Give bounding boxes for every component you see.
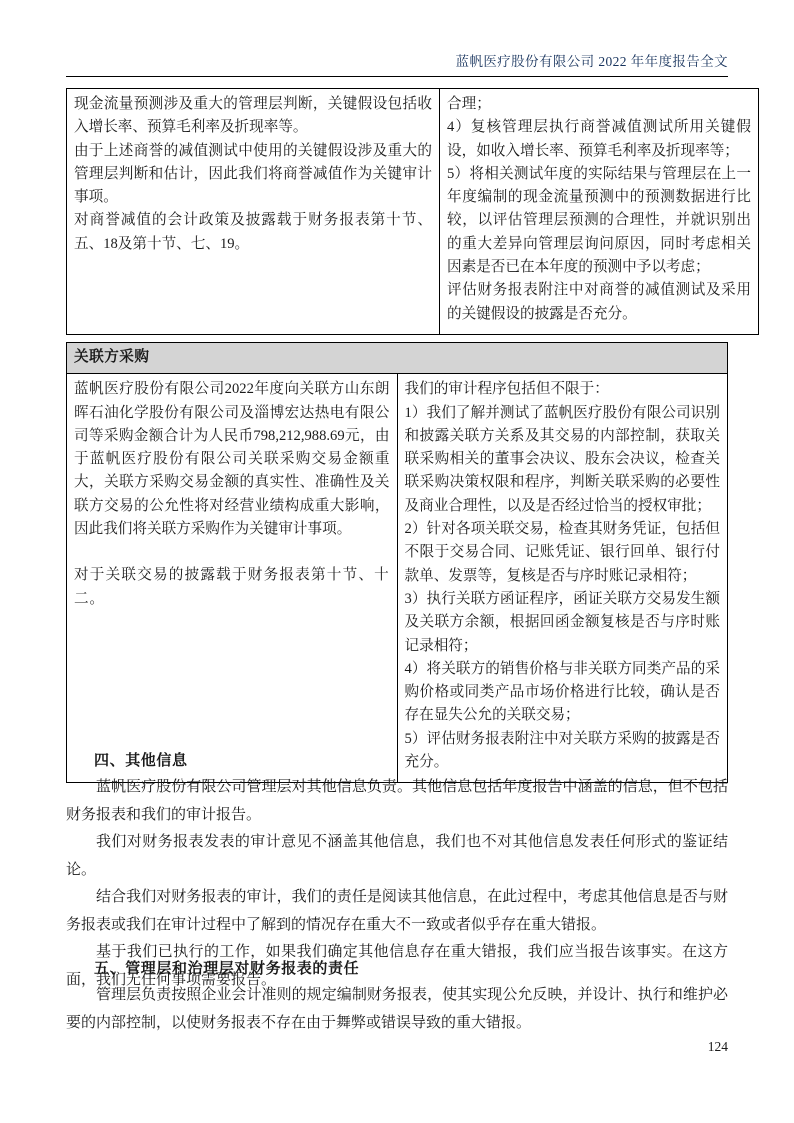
related-party-matter-cell — [67, 374, 398, 783]
other-information-paragraph-4: 基于我们已执行的工作，如果我们确定其他信息存在重大错报，我们应当报告该事实。在这方面，我们无任何事项需要报告。 — [66, 944, 728, 988]
related-party-procedure-paragraph-1: 我们的审计程序包括但不限于： — [404, 381, 609, 398]
table-header-row — [67, 343, 728, 374]
key-audit-matter-goodwill-table — [66, 88, 759, 335]
related-party-section-title: 关联方采购 — [67, 343, 728, 374]
header-divider — [66, 76, 728, 77]
related-party-procedure-paragraph-4: 3）执行关联方函证程序，函证关联方交易发生额及关联方余额，根据回函金额复核是否与序时账记录相符； — [404, 590, 720, 654]
section-management-responsibility — [66, 956, 728, 1037]
running-header: 蓝帆医疗股份有限公司 2022 年年度报告全文 — [455, 54, 728, 69]
other-information-paragraph-3: 结合我们对财务报表的审计，我们的责任是阅读其他信息，在此过程中，考虑其他信息是否与财务报表或我们在审计过程中了解到的情况存在重大不一致或者似乎存在重大错报。 — [66, 889, 728, 933]
goodwill-procedure-paragraph-4: 评估财务报表附注中对商誉的减值测试及采用的关键假设的披露是否充分。 — [447, 282, 751, 322]
page-number: 124 — [707, 1039, 728, 1054]
goodwill-procedure-paragraph-3: 5）将相关测试年度的实际结果与管理层在上一年度编制的现金流量预测中的预测数据进行比较，以评估管理层预测的合理性，并就识别出的重大差异向管理层询问原因，同时考虑相关因素是否已在本年度的预测中予以考虑； — [447, 165, 751, 276]
table-row — [67, 374, 728, 783]
goodwill-matter-cell — [67, 89, 440, 335]
goodwill-matter-paragraph-1: 现金流量预测涉及重大的管理层判断，关键假设包括收入增长率、预算毛利率及折现率等。 — [74, 96, 432, 136]
goodwill-matter-paragraph-3: 对商誉减值的会计政策及披露载于财务报表第十节、五、18及第十节、七、19。 — [74, 212, 432, 252]
goodwill-procedure-cell — [440, 89, 759, 335]
related-party-procedure-paragraph-2: 1）我们了解并测试了蓝帆医疗股份有限公司识别和披露关联方关系及其交易的内部控制，获取关联采购相关的董事会决议、股东会决议，检查关联采购决策权限和程序，判断关联采购的必要性及商业合理性，以及是否经过恰当的授权审批； — [404, 404, 720, 514]
key-audit-matter-related-party-table — [66, 342, 728, 783]
management-responsibility-paragraph-1: 管理层负责按照企业会计准则的规定编制财务报表，使其实现公允反映，并设计、执行和维护必要的内部控制，以使财务报表不存在由于舞弊或错误导致的重大错报。 — [66, 987, 728, 1031]
table-row — [67, 89, 759, 335]
goodwill-procedure-paragraph-2: 4）复核管理层执行商誉减值测试所用关键假设，如收入增长率、预算毛利率及折现率等； — [447, 119, 751, 159]
section-management-responsibility-title: 五、管理层和治理层对财务报表的责任 — [94, 961, 360, 977]
other-information-paragraph-2: 我们对财务报表发表的审计意见不涵盖其他信息，我们也不对其他信息发表任何形式的鉴证结论。 — [66, 834, 728, 878]
other-information-paragraph-1: 蓝帆医疗股份有限公司管理层对其他信息负责。其他信息包括年度报告中涵盖的信息，但不包括财务报表和我们的审计报告。 — [66, 779, 728, 823]
section-other-information-title: 四、其他信息 — [94, 753, 188, 769]
related-party-matter-paragraph-2: 对于关联交易的披露载于财务报表第十节、十二。 — [74, 567, 390, 607]
related-party-procedure-paragraph-6: 5）评估财务报表附注中对关联方采购的披露是否充分。 — [404, 730, 720, 771]
goodwill-matter-paragraph-2: 由于上述商誉的减值测试中使用的关键假设涉及重大的管理层判断和估计，因此我们将商誉减值作为关键审计事项。 — [74, 142, 432, 206]
related-party-procedure-paragraph-3: 2）针对各项关联交易，检查其财务凭证，包括但不限于交易合同、记账凭证、银行回单、银行付款单、发票等，复核是否与序时账记录相符； — [404, 521, 720, 584]
related-party-procedure-paragraph-5: 4）将关联方的销售价格与非关联方同类产品的采购价格或同类产品市场价格进行比较，确认是否存在显失公允的关联交易； — [404, 660, 720, 724]
related-party-matter-paragraph-1: 蓝帆医疗股份有限公司2022年度向关联方山东朗晖石油化学股份有限公司及淄博宏达热电有限公司等采购金额合计为人民币798,212,988.69元，由于蓝帆医疗股份有限公司关联采购交易金额重大，关联方采购交易金额的真实性、准确性及关联方交易的公允性将对经营业绩构成重大影响，因此我们将关联方采购作为关键审计事项。 — [74, 381, 390, 538]
goodwill-procedure-paragraph-1: 合理； — [447, 96, 491, 112]
related-party-procedure-cell — [397, 374, 728, 783]
